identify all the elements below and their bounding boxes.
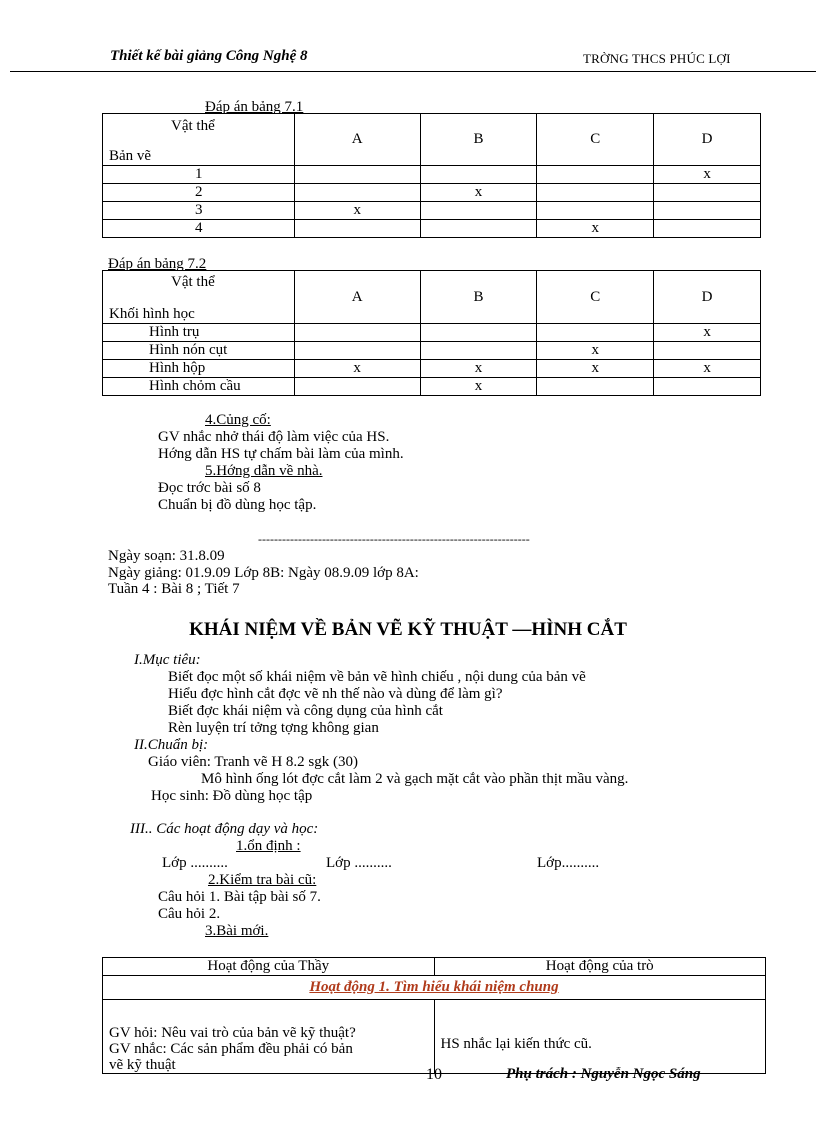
consolidate-line: Hớng dẫn HS tự chấm bài làm của mình. xyxy=(158,446,404,462)
table1-col-header: B xyxy=(420,114,537,166)
table1-cell: x xyxy=(654,166,761,184)
table1-cell xyxy=(294,184,420,202)
table2-cell xyxy=(654,342,761,360)
homework-line: Chuẩn bị đồ dùng học tập. xyxy=(158,497,317,513)
date-taught: Ngày giảng: 01.9.09 Lớp 8B: Ngày 08.9.09 lớp 8A: xyxy=(108,565,419,581)
section-divider: -------------------------------------------------------------------- xyxy=(258,532,530,546)
table1-cell xyxy=(537,184,654,202)
table2-cell: x xyxy=(294,360,420,378)
table2-caption: Đáp án bảng 7.2 xyxy=(108,256,207,272)
student-column-header: Hoạt động của trò xyxy=(434,958,766,976)
page-number: 10 xyxy=(426,1066,442,1083)
student-activity: HS nhắc lại kiến thức cũ. xyxy=(434,1000,766,1074)
table1-cell: x xyxy=(537,220,654,238)
objective-item: Rèn luyện trí tởng tợng không gian xyxy=(168,720,379,736)
table2-row-label: Hình nón cụt xyxy=(103,342,295,360)
step-new-lesson: 3.Bài mới. xyxy=(205,923,269,939)
table2-cell: x xyxy=(654,324,761,342)
table1-cell xyxy=(420,220,537,238)
class-slot: Lớp.......... xyxy=(537,855,600,871)
table2-cell: x xyxy=(654,360,761,378)
activity-section-title: Hoạt động 1. Tìm hiểu khái niệm chung xyxy=(103,976,766,1000)
table1-corner xyxy=(103,114,295,166)
table2-cell xyxy=(420,324,537,342)
table1-row-label: 1 xyxy=(103,166,295,184)
step-stabilize: 1.ổn định : xyxy=(236,838,301,854)
table1-corner-bottom: Bản vẽ xyxy=(109,148,152,164)
table2-corner xyxy=(103,271,295,324)
table2-cell xyxy=(294,324,420,342)
review-question: Câu hỏi 1. Bài tập bài số 7. xyxy=(158,889,321,905)
teacher-activity-line: vẽ kỹ thuật xyxy=(109,1057,176,1073)
objective-item: Biết đợc khái niệm và công dụng của hình cắt xyxy=(168,703,443,719)
table2-col-header: A xyxy=(294,271,420,324)
preparation-student: Học sinh: Đồ dùng học tập xyxy=(151,788,313,804)
table2-cell xyxy=(420,342,537,360)
answer-table-7-1 xyxy=(102,113,761,238)
teacher-activity-line: GV nhắc: Các sản phẩm đều phải có bản xyxy=(109,1041,353,1057)
objectives-heading: I.Mục tiêu: xyxy=(134,652,201,668)
table2-cell xyxy=(294,378,420,396)
preparation-heading: II.Chuẩn bị: xyxy=(134,737,209,753)
table2-row-label: Hình chỏm cầu xyxy=(103,378,295,396)
consolidate-heading: 4.Củng cố: xyxy=(205,412,271,428)
teacher-activity-line: GV hỏi: Nêu vai trò của bản vẽ kỹ thuật? xyxy=(109,1025,356,1041)
table2-cell xyxy=(294,342,420,360)
activities-heading: III.. Các hoạt động dạy và học: xyxy=(130,821,319,837)
header-course-title: Thiết kế bài giảng Công Nghệ 8 xyxy=(110,48,308,64)
table2-corner-bottom: Khối hình học xyxy=(109,306,195,322)
table1-cell: x xyxy=(420,184,537,202)
activity-table xyxy=(102,957,766,1074)
date-prepared: Ngày soạn: 31.8.09 xyxy=(108,548,225,564)
table1-row-label: 2 xyxy=(103,184,295,202)
table2-cell xyxy=(537,324,654,342)
table1-cell xyxy=(654,184,761,202)
table1-cell xyxy=(294,220,420,238)
table1-cell xyxy=(537,166,654,184)
teacher-activity xyxy=(103,1000,435,1074)
table1-cell xyxy=(654,220,761,238)
table1-cell: x xyxy=(294,202,420,220)
table1-cell xyxy=(420,202,537,220)
table2-cell: x xyxy=(537,342,654,360)
preparation-teacher-model: Mô hình ống lót đợc cắt làm 2 và gạch mặt cắt vào phần thịt mầu vàng. xyxy=(201,771,629,787)
table2-col-header: B xyxy=(420,271,537,324)
table1-corner-top: Vật thể xyxy=(171,118,215,134)
table2-col-header: D xyxy=(654,271,761,324)
table2-cell xyxy=(654,378,761,396)
week-lesson: Tuần 4 : Bài 8 ; Tiết 7 xyxy=(108,581,240,597)
table2-row-label: Hình trụ xyxy=(103,324,295,342)
teacher-column-header: Hoạt động của Thầy xyxy=(103,958,435,976)
table1-col-header: C xyxy=(537,114,654,166)
table1-cell xyxy=(420,166,537,184)
class-slot: Lớp .......... xyxy=(162,855,228,871)
table2-cell: x xyxy=(420,360,537,378)
table1-cell xyxy=(654,202,761,220)
table2-col-header: C xyxy=(537,271,654,324)
step-review: 2.Kiểm tra bài cũ: xyxy=(208,872,317,888)
homework-line: Đọc trớc bài số 8 xyxy=(158,480,261,496)
answer-table-7-2 xyxy=(102,270,761,396)
review-question: Câu hỏi 2. xyxy=(158,906,221,922)
table2-cell xyxy=(537,378,654,396)
objective-item: Hiểu đợc hình cắt đợc vẽ nh thế nào và dùng để làm gì? xyxy=(168,686,503,702)
page-title: KHÁI NIỆM VỀ BẢN VẼ KỸ THUẬT —HÌNH CẮT xyxy=(189,619,627,640)
objective-item: Biết đọc một số khái niệm về bản vẽ hình chiếu , nội dung của bản vẽ xyxy=(168,669,586,685)
table1-col-header: A xyxy=(294,114,420,166)
consolidate-line: GV nhắc nhở thái độ làm việc của HS. xyxy=(158,429,390,445)
table2-corner-top: Vật thể xyxy=(171,274,215,290)
header-school-name: TRỜNG THCS PHÚC LỢI xyxy=(583,51,731,66)
table1-col-header: D xyxy=(654,114,761,166)
class-slot: Lớp .......... xyxy=(326,855,392,871)
preparation-teacher: Giáo viên: Tranh vẽ H 8.2 sgk (30) xyxy=(148,754,358,770)
footer-author: Phụ trách : Nguyễn Ngọc Sáng xyxy=(506,1066,701,1082)
homework-heading: 5.Hớng dẫn về nhà. xyxy=(205,463,323,479)
table1-caption: Đáp án bảng 7.1 xyxy=(205,99,304,115)
table2-cell: x xyxy=(420,378,537,396)
table1-row-label: 4 xyxy=(103,220,295,238)
header-divider xyxy=(10,71,816,72)
table1-cell xyxy=(294,166,420,184)
table1-cell xyxy=(537,202,654,220)
table2-cell: x xyxy=(537,360,654,378)
table1-row-label: 3 xyxy=(103,202,295,220)
table2-row-label: Hình hộp xyxy=(103,360,295,378)
